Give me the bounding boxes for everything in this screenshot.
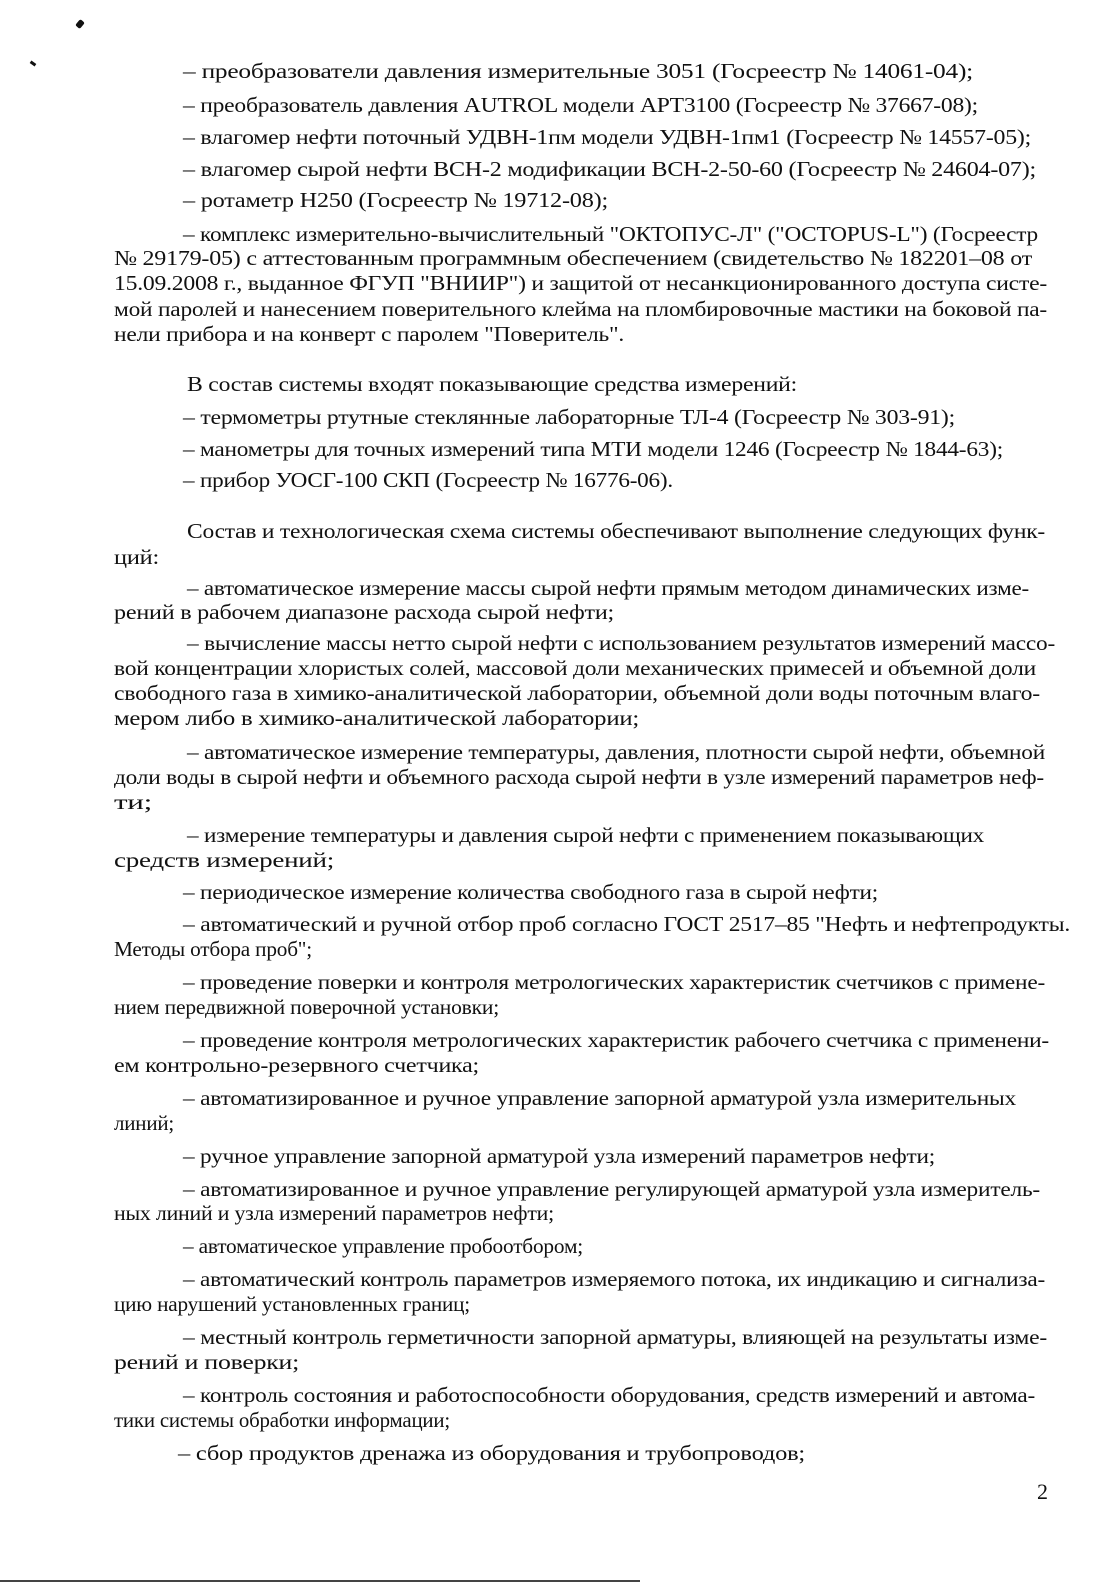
text-line: свободного газа в химико-аналитической лаборатории, объемной доли воды поточным влаго-	[114, 681, 1040, 705]
text-line: мой паролей и нанесением поверительного клейма на пломбировочные мастики на боковой па-	[114, 297, 1047, 321]
text-line: В состав системы входят показывающие средства измерений:	[187, 372, 797, 396]
text-line: – влагомер сырой нефти ВСН-2 модификации ВСН-2-50-60 (Госреестр № 24604-07);	[183, 157, 1036, 181]
text-line: нием передвижной поверочной установки;	[114, 995, 499, 1019]
text-line: – ротаметр Н250 (Госреестр № 19712-08);	[183, 188, 608, 212]
text-line: средств измерений;	[114, 848, 334, 872]
text-line: рений в рабочем диапазоне расхода сырой нефти;	[114, 600, 614, 624]
text-line: – проведение поверки и контроля метрологических характеристик счетчиков с примене-	[183, 970, 1045, 994]
text-line: – контроль состояния и работоспособности оборудования, средств измерений и автома-	[183, 1383, 1035, 1407]
text-line: – комплекс измерительно-вычислительный "ОКТОПУС-Л" ("OCTOPUS-L") (Госреестр	[183, 222, 1038, 246]
text-line: – автоматический и ручной отбор проб согласно ГОСТ 2517–85 "Нефть и нефтепродукты.	[183, 912, 1070, 936]
text-line: – влагомер нефти поточный УДВН-1пм модели УДВН-1пм1 (Госреестр № 14557-05);	[183, 125, 1031, 149]
text-line: – автоматический контроль параметров измеряемого потока, их индикацию и сигнализа-	[183, 1267, 1045, 1291]
text-line: – преобразователи давления измерительные 3051 (Госреестр № 14061-04);	[183, 59, 973, 83]
text-line: – термометры ртутные стеклянные лабораторные ТЛ-4 (Госреестр № 303-91);	[183, 405, 955, 429]
text-line: – прибор УОСГ-100 СКП (Госреестр № 16776-06).	[183, 468, 673, 492]
text-line: ных линий и узла измерений параметров нефти;	[114, 1201, 554, 1225]
text-line: 15.09.2008 г., выданное ФГУП "ВНИИР") и защитой от несанкционированного доступа систе-	[114, 271, 1047, 295]
text-line: рений и поверки;	[114, 1350, 299, 1374]
text-line: – вычисление массы нетто сырой нефти с использованием результатов измерений массо-	[187, 631, 1055, 655]
text-line: Методы отбора проб";	[114, 937, 312, 961]
text-line: ций:	[114, 545, 159, 569]
text-line: – манометры для точных измерений типа МТИ модели 1246 (Госреестр № 1844-63);	[183, 437, 1003, 461]
page-number: 2	[1037, 1479, 1048, 1504]
text-line: нели прибора и на конверт с паролем "Поверитель".	[114, 322, 624, 346]
text-line: – измерение температуры и давления сырой нефти с применением показывающих	[187, 823, 984, 847]
text-line: – ручное управление запорной арматурой узла измерений параметров нефти;	[183, 1144, 935, 1168]
text-line: вой концентрации хлористых солей, массовой доли механических примесей и объемной доли	[114, 656, 1036, 680]
text-line: ти;	[114, 790, 152, 814]
text-line: тики системы обработки информации;	[114, 1408, 450, 1432]
text-line: – сбор продуктов дренажа из оборудования и трубопроводов;	[178, 1441, 805, 1465]
text-line: – автоматизированное и ручное управление регулирующей арматурой узла измеритель-	[183, 1177, 1040, 1201]
text-line: – преобразователь давления AUTROL модели APT3100 (Госреестр № 37667-08);	[183, 93, 978, 117]
scan-speck-mark	[75, 19, 85, 29]
text-line: – автоматизированное и ручное управление запорной арматурой узла измерительных	[183, 1086, 1016, 1110]
text-line: цию нарушений установленных границ;	[114, 1292, 470, 1316]
text-line: линий;	[114, 1111, 174, 1135]
text-line: № 29179-05) с аттестованным программным обеспечением (свидетельство № 182201–08 от	[114, 246, 1032, 270]
text-line: Состав и технологическая схема системы обеспечивают выполнение следующих функ-	[187, 519, 1045, 543]
text-line: доли воды в сырой нефти и объемного расхода сырой нефти в узле измерений параметров неф-	[114, 765, 1044, 789]
text-line: – автоматическое измерение массы сырой нефти прямым методом динамических изме-	[187, 576, 1029, 600]
text-line: – периодическое измерение количества свободного газа в сырой нефти;	[183, 880, 878, 904]
text-line: – местный контроль герметичности запорной арматуры, влияющей на результаты изме-	[183, 1325, 1047, 1349]
text-line: – автоматическое управление пробоотбором;	[183, 1234, 583, 1258]
text-line: – автоматическое измерение температуры, давления, плотности сырой нефти, объемной	[187, 740, 1045, 764]
scan-speck-mark	[30, 61, 37, 67]
text-line: – проведение контроля метрологических характеристик рабочего счетчика с применени-	[183, 1028, 1049, 1052]
text-line: мером либо в химико-аналитической лаборатории;	[114, 706, 639, 730]
scan-edge-line	[0, 1580, 640, 1582]
text-line: ем контрольно-резервного счетчика;	[114, 1053, 479, 1077]
